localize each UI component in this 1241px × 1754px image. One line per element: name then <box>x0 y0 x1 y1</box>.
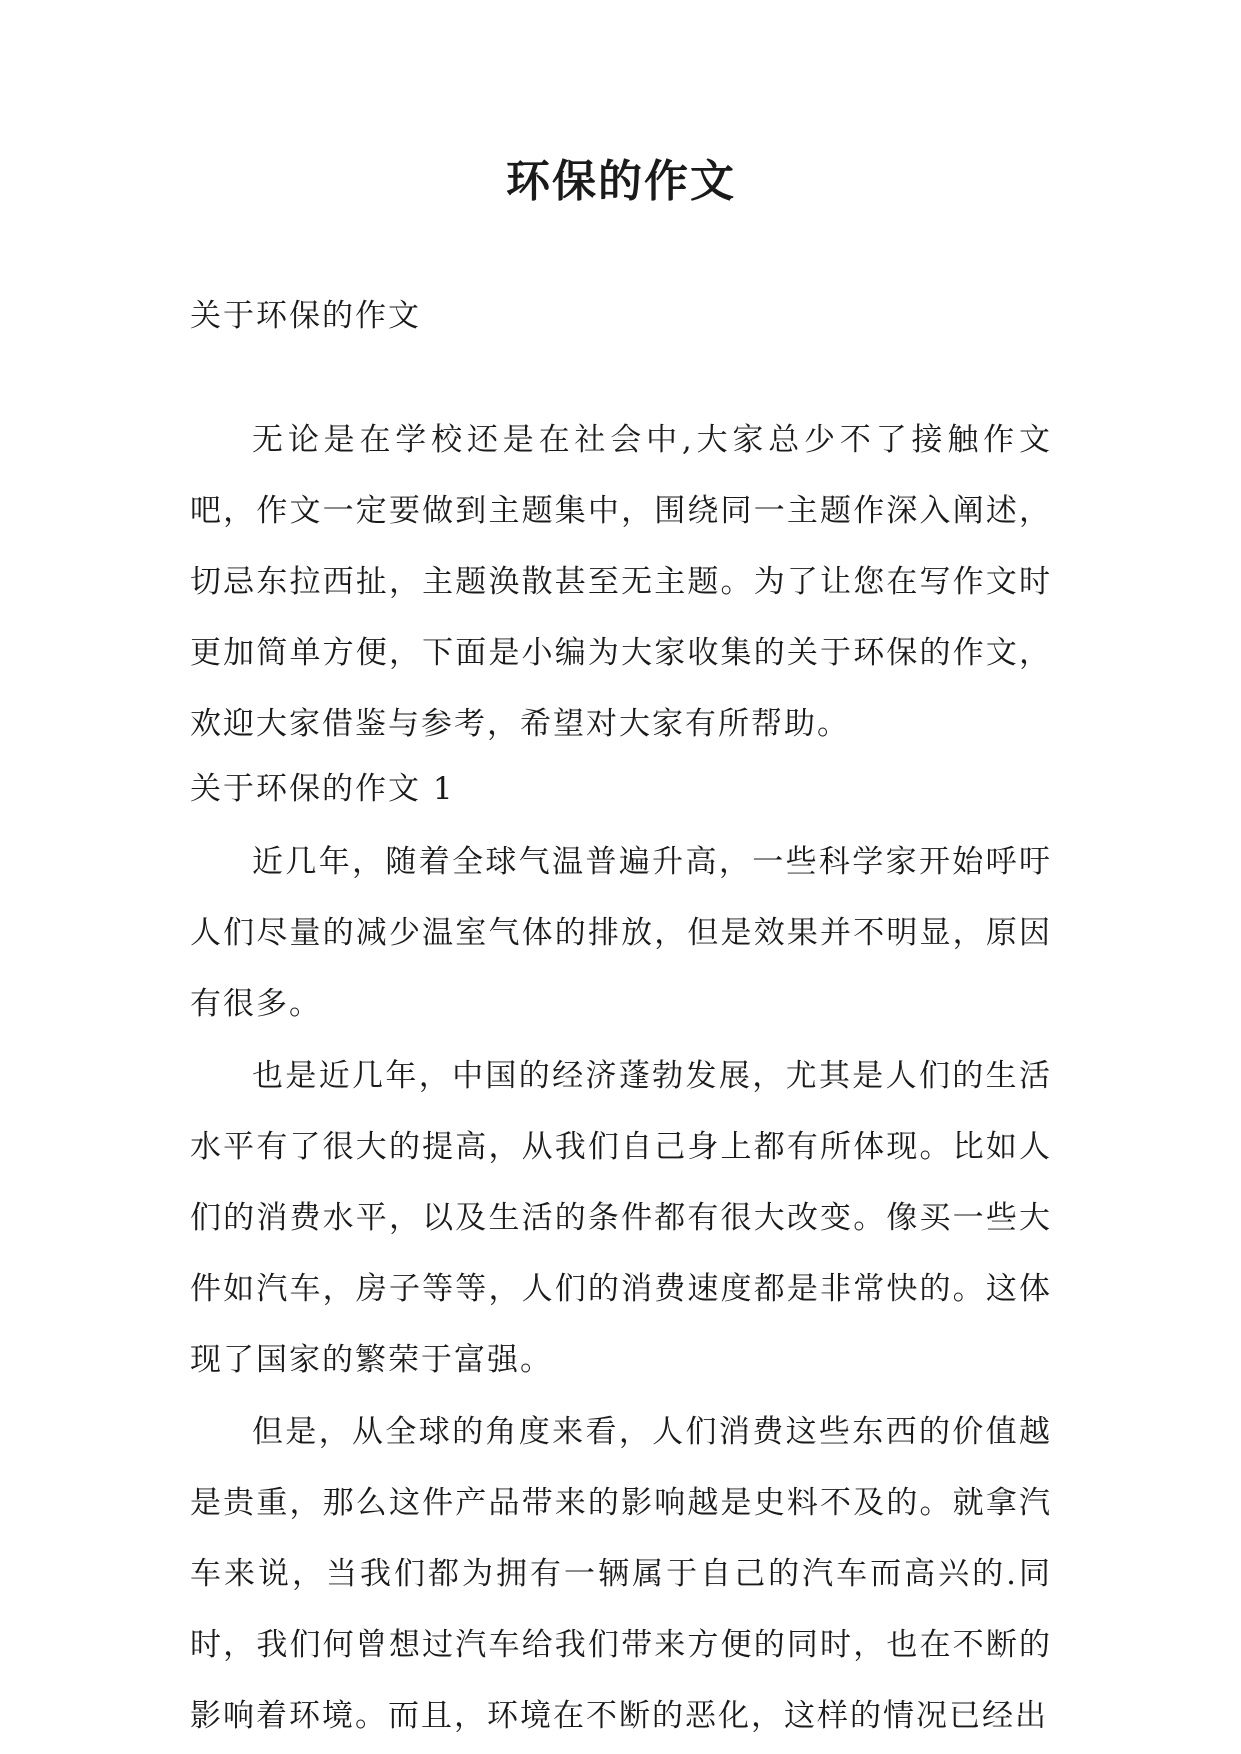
document-title: 环保的作文 <box>506 156 736 207</box>
essay-paragraph: 但是，从全球的角度来看，人们消费这些东西的价值越是贵重，那么这件产品带来的影响越是史料不及的。就拿汽车来说，当我们都为拥有一辆属于自己的汽车而高兴的.同时，我们何曾想过汽车给我们带来方便的同时，也在不断的影响着环境。而且，环境在不断的恶化，这样的情况已经出 <box>190 1413 1052 1735</box>
essay-paragraph: 近几年，随着全球气温普遍升高，一些科学家开始呼吁人们尽量的减少温室气体的排放，但是效果并不明显，原因有很多。 <box>190 844 1052 1023</box>
essay-paragraph: 也是近几年，中国的经济蓬勃发展，尤其是人们的生活水平有了很大的提高，从我们自己身上都有所体现。比如人们的消费水平，以及生活的条件都有很大改变。像买一些大件如汽车，房子等等，人们的消费速度都是非常快的。这体现了国家的繁荣于富强。 <box>190 1057 1052 1379</box>
essay-section <box>190 765 1052 1753</box>
essay-heading: 关于环保的作文 1 <box>190 771 455 807</box>
intro-paragraph: 无论是在学校还是在社会中,大家总少不了接触作文吧，作文一定要做到主题集中，围绕同一主题作深入阐述，切忌东拉西扯，主题涣散甚至无主题。为了让您在写作文时更加简单方便，下面是小编为大家收集的关于环保的作文，欢迎大家借鉴与参考，希望对大家有所帮助。 <box>190 422 1052 742</box>
document-subtitle: 关于环保的作文 <box>190 298 421 334</box>
